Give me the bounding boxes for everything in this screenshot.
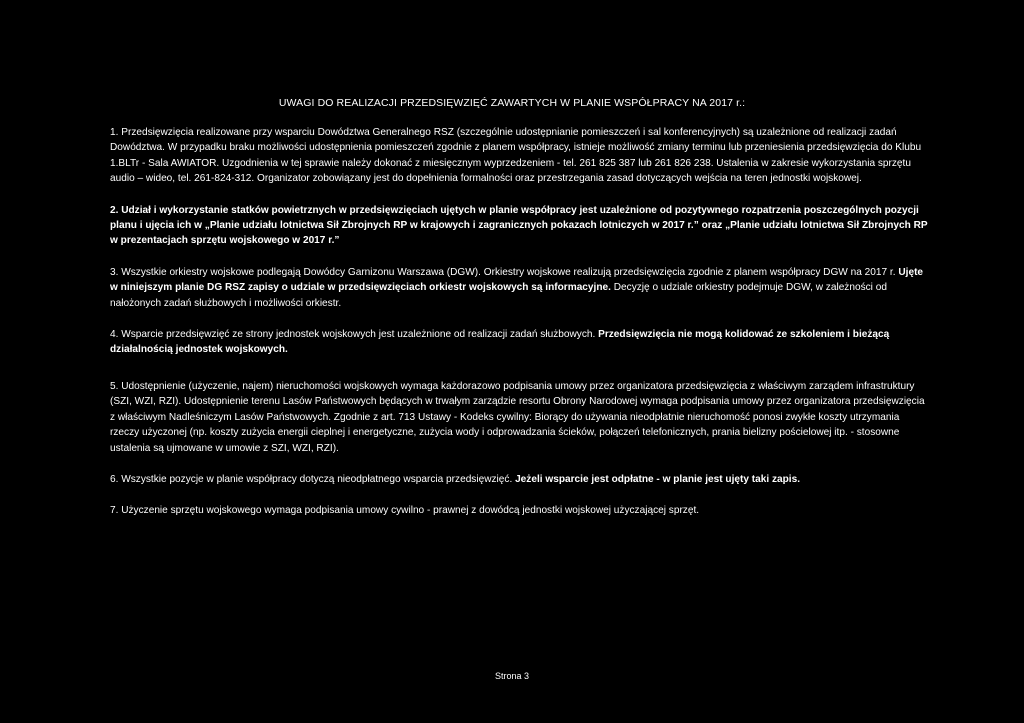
page-number: Strona 3	[494, 671, 530, 681]
paragraph-3-text-b: Decyzję o udziale orkiestry podejmuje DGW, w zależności od nałożonych zadań służbowych i możliwości orkiestr.	[110, 282, 887, 309]
paragraph-4-text: 4. Wsparcie przedsięwzięć ze strony jednostek wojskowych jest uzależnione od realizacji zadań służbowych.	[110, 329, 599, 341]
paragraph-4	[110, 327, 930, 358]
paragraph-6	[110, 472, 930, 487]
paragraph-3-text-a: 3. Wszystkie orkiestry wojskowe podlegają Dowódcy Garnizonu Warszawa (DGW). Orkiestry wojskowe realizują przedsięwzięcia zgodnie z planem współpracy DGW na 2017 r.	[110, 266, 899, 278]
paragraph-2-text: 2. Udział i wykorzystanie statków powietrznych w przedsięwzięciach ujętych w planie współpracy jest uzależnione od pozytywnego rozpatrzenia poszczególnych pozycji planu i ujęcia ich w „Planie udziału lotnictwa Sił Zbrojnych RP w krajowych i zagranicznych pokazach lotniczych w 2017 r.” oraz „Planie udziału lotnictwa Sił Zbrojnych RP w prezentacjach sprzętu wojskowego w 2017 r.”	[110, 204, 928, 247]
paragraph-3-bold: Ujęte w niniejszym planie DG RSZ zapisy o udziale w przedsięwzięciach orkiestr wojskowych są informacyjne.	[110, 266, 924, 294]
paragraph-6-bold: Jeżeli wsparcie jest odpłatne - w planie jest ujęty taki zapis.	[515, 473, 801, 485]
paragraph-7	[110, 503, 930, 518]
paragraph-7-text: 7. Użyczenie sprzętu wojskowego wymaga podpisania umowy cywilno - prawnej z dowódcą jednostki wojskowej użyczającej sprzęt.	[110, 505, 700, 517]
paragraph-6-text: 6. Wszystkie pozycje w planie współpracy dotyczą nieodpłatnego wsparcia przedsięwzięć.	[110, 473, 516, 485]
document-title: UWAGI DO REALIZACJI PRZEDSIĘWZIĘĆ ZAWARTYCH W PLANIE WSPÓŁPRACY NA 2017 r.:	[278, 97, 746, 109]
paragraph-5	[110, 379, 930, 456]
paragraph-2	[110, 203, 930, 249]
paragraph-1-text: 1. Przedsięwzięcia realizowane przy wsparciu Dowództwa Generalnego RSZ (szczególnie udostępnianie pomieszczeń i sal konferencyjnych) są uzależnione od realizacji zadań Dowództwa. W przypadku braku możliwości udostępnienia pomieszczeń zgodnie z planem współpracy, istnieje możliwość zmiany terminu lub przeniesienia przedsięwzięcia do Klubu 1.BLTr - Sala AWIATOR. Uzgodnienia w tej sprawie należy dokonać z miesięcznym wyprzedzeniem - tel. 261 825 387 lub 261 826 238. Ustalenia w zakresie wykorzystania sprzętu audio – wideo, tel. 261-824-312. Organizator zobowiązany jest do dopełnienia formalności oraz przestrzegania zasad dotyczących wejścia na teren jednostki wojskowej.	[110, 127, 922, 185]
paragraph-3	[110, 265, 930, 311]
paragraph-5-text: 5. Udostępnienie (użyczenie, najem) nieruchomości wojskowych wymaga każdorazowo podpisania umowy przez organizatora przedsięwzięcia z właściwym zarządem infrastruktury (SZI, WZI, RZI). Udostępnienie terenu Lasów Państwowych będących w trwałym zarządzie resortu Obrony Narodowej wymaga podpisania umowy przez organizatora przedsięwzięcia z właściwym Nadleśniczym Lasów Państwowych. Zgodnie z art. 713 Ustawy - Kodeks cywilny: Biorący do używania nieodpłatnie nieruchomość ponosi zwykłe koszty utrzymania rzeczy użyczonej (np. koszty zużycia energii cieplnej i energetyczne, zużycia wody i odprowadzania ścieków, połączeń telefonicznych, prania bielizny pościelowej itp. - stosowne ustalenia są ujmowane w umowie z SZI, WZI, RZI).	[110, 380, 925, 454]
paragraph-1	[110, 125, 930, 187]
document-body	[110, 125, 930, 535]
paragraph-4-bold: Przedsięwzięcia nie mogą kolidować ze szkoleniem i bieżącą działalnością jednostek wojskowych.	[110, 329, 890, 356]
